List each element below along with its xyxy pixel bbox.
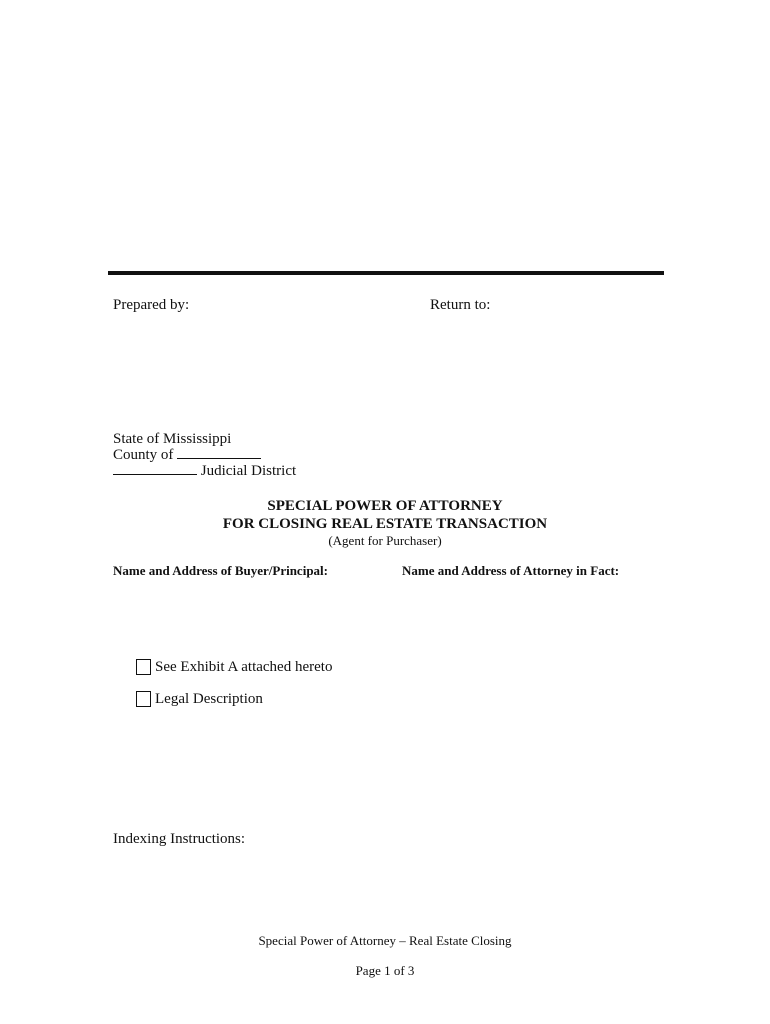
- judicial-district-label: Judicial District: [200, 463, 297, 479]
- exhibit-a-label: See Exhibit A attached hereto: [155, 659, 333, 675]
- legal-description-option[interactable]: [136, 690, 263, 708]
- footer-document-name: Special Power of Attorney – Real Estate Closing: [258, 933, 512, 948]
- prepared-by-label: Prepared by:: [113, 297, 190, 313]
- judicial-district-line: [113, 462, 296, 480]
- legal-description-checkbox[interactable]: [136, 691, 151, 707]
- return-to-label: Return to:: [430, 297, 491, 313]
- county-label: County of: [113, 447, 174, 463]
- attorney-in-fact-label: Name and Address of Attorney in Fact:: [402, 563, 620, 578]
- county-blank[interactable]: [177, 446, 261, 459]
- state-line: State of Mississippi: [113, 431, 232, 447]
- buyer-principal-label: Name and Address of Buyer/Principal:: [113, 563, 328, 578]
- header-rule: [108, 271, 664, 275]
- indexing-instructions-label: Indexing Instructions:: [113, 831, 246, 847]
- title-line-2: FOR CLOSING REAL ESTATE TRANSACTION: [222, 516, 548, 532]
- district-blank[interactable]: [113, 462, 197, 475]
- title-subtitle: (Agent for Purchaser): [328, 533, 442, 548]
- title-line-1: SPECIAL POWER OF ATTORNEY: [267, 498, 503, 514]
- exhibit-a-option[interactable]: [136, 658, 332, 676]
- legal-description-label: Legal Description: [155, 691, 263, 707]
- footer-page-number: Page 1 of 3: [355, 963, 415, 978]
- exhibit-a-checkbox[interactable]: [136, 659, 151, 675]
